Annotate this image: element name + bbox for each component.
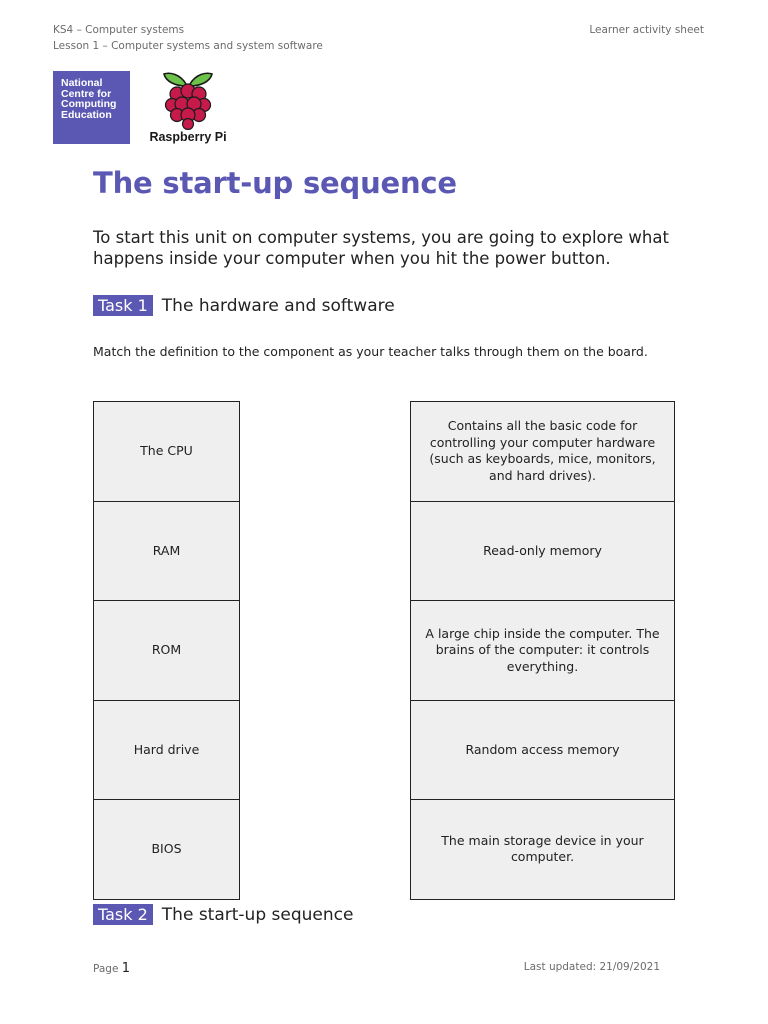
definition-cell: The main storage device in your computer. xyxy=(410,799,675,900)
component-cell: Hard drive xyxy=(93,700,240,801)
document-header xyxy=(53,22,323,54)
sheet-type: Learner activity sheet xyxy=(589,24,704,36)
task-1-instruction: Match the definition to the component as your teacher talks through them on the board. xyxy=(93,344,648,359)
lesson-name: Lesson 1 – Computer systems and system software xyxy=(53,40,323,52)
task-2-heading xyxy=(93,904,353,925)
last-updated: Last updated: 21/09/2021 xyxy=(523,961,660,973)
task-2-badge: Task 2 xyxy=(93,904,153,925)
task-2-label: The start-up sequence xyxy=(161,904,354,925)
page-number-footer xyxy=(93,961,130,976)
component-list xyxy=(93,401,240,900)
page-number: 1 xyxy=(121,961,131,976)
page-label: Page xyxy=(93,963,119,975)
component-cell: ROM xyxy=(93,600,240,701)
definition-cell: Contains all the basic code for controlling your computer hardware (such as keyboards, mice, monitors, and hard drives). xyxy=(410,401,675,502)
ncce-logo-line: Centre for xyxy=(61,87,112,100)
ncce-logo-line: Computing xyxy=(61,98,117,110)
intro-paragraph: To start this unit on computer systems, you are going to explore what happens inside your computer when you hit the power button. xyxy=(93,228,669,268)
task-1-heading xyxy=(93,295,395,316)
definition-cell: Random access memory xyxy=(410,700,675,801)
task-1-label: The hardware and software xyxy=(161,295,395,316)
raspberry-pi-logo xyxy=(148,70,234,150)
page-title: The start-up sequence xyxy=(93,166,457,200)
task-1-badge: Task 1 xyxy=(93,295,153,316)
component-cell: BIOS xyxy=(93,799,240,900)
component-cell: RAM xyxy=(93,501,240,602)
ncce-logo-line: Education xyxy=(61,108,112,121)
raspberry-icon xyxy=(162,70,214,130)
course-name: KS4 – Computer systems xyxy=(53,24,185,36)
definition-cell: A large chip inside the computer. The brains of the computer: it controls everything. xyxy=(410,600,675,701)
raspberry-pi-wordmark: Raspberry Pi xyxy=(149,130,227,144)
ncce-logo xyxy=(53,71,130,144)
definition-list xyxy=(410,401,675,900)
component-cell: The CPU xyxy=(93,401,240,502)
definition-cell: Read-only memory xyxy=(410,501,675,602)
ncce-logo-line: National xyxy=(61,77,103,89)
